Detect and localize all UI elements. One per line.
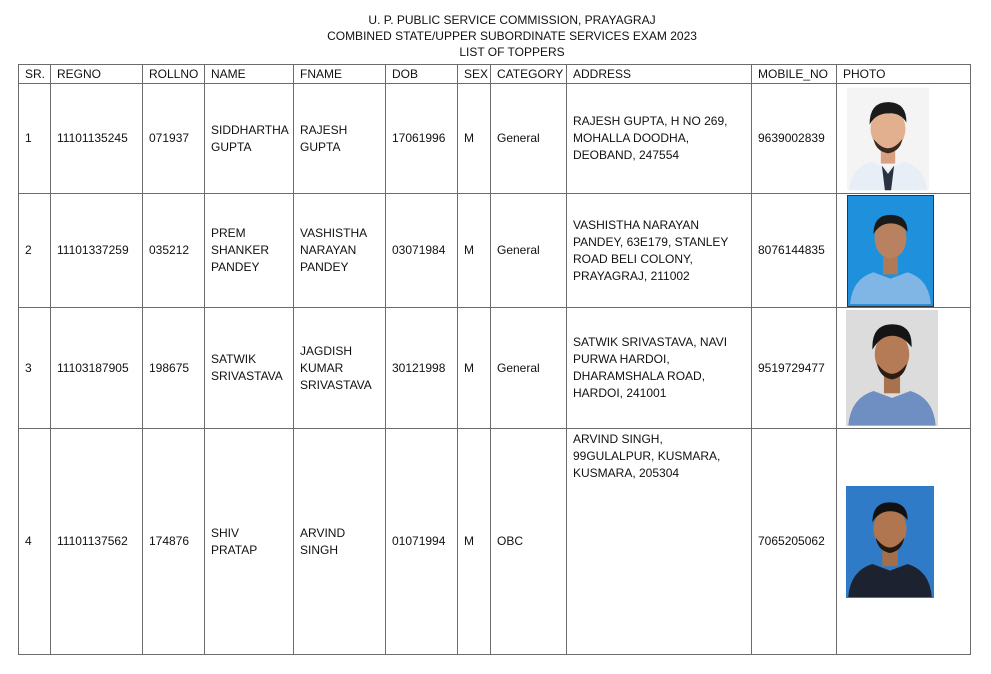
cell-mobile: 9519729477: [752, 308, 837, 429]
cell-sr: 3: [19, 308, 51, 429]
table-row: [19, 84, 971, 194]
cell-address: SATWIK SRIVASTAVA, NAVI PURWA HARDOI, DHARAMSHALA ROAD, HARDOI, 241001: [567, 308, 752, 429]
cell-fname: JAGDISH KUMAR SRIVASTAVA: [294, 308, 386, 429]
col-name: NAME: [205, 65, 294, 84]
col-sex: SEX: [458, 65, 491, 84]
col-mobile: MOBILE_NO: [752, 65, 837, 84]
cell-dob: 17061996: [386, 84, 458, 194]
cell-name: SATWIK SRIVASTAVA: [205, 308, 294, 429]
cell-rollno: 035212: [143, 194, 205, 308]
candidate-photo: [847, 86, 929, 192]
cell-address: ARVIND SINGH, 99GULALPUR, KUSMARA, KUSMARA, 205304: [567, 429, 752, 655]
col-address: ADDRESS: [567, 65, 752, 84]
document-header: [0, 12, 991, 60]
exam-title: COMBINED STATE/UPPER SUBORDINATE SERVICES EXAM 2023: [327, 29, 697, 43]
cell-sr: 4: [19, 429, 51, 655]
col-photo: PHOTO: [837, 65, 971, 84]
cell-name: SHIV PRATAP: [205, 429, 294, 655]
cell-name: SIDDHARTHA GUPTA: [205, 84, 294, 194]
col-dob: DOB: [386, 65, 458, 84]
cell-sr: 1: [19, 84, 51, 194]
cell-rollno: 198675: [143, 308, 205, 429]
toppers-table: [18, 64, 971, 655]
header-row: [19, 65, 971, 84]
list-title: LIST OF TOPPERS: [459, 45, 565, 59]
candidate-photo: [847, 195, 934, 307]
cell-dob: 03071984: [386, 194, 458, 308]
cell-fname: RAJESH GUPTA: [294, 84, 386, 194]
cell-regno: 11101135245: [51, 84, 143, 194]
cell-dob: 01071994: [386, 429, 458, 655]
cell-rollno: 071937: [143, 84, 205, 194]
col-fname: FNAME: [294, 65, 386, 84]
cell-regno: 11101337259: [51, 194, 143, 308]
cell-address: VASHISTHA NARAYAN PANDEY, 63E179, STANLEY ROAD BELI COLONY, PRAYAGRAJ, 211002: [567, 194, 752, 308]
cell-sex: M: [458, 84, 491, 194]
cell-regno: 11101137562: [51, 429, 143, 655]
table-row: [19, 429, 971, 655]
cell-category: General: [491, 84, 567, 194]
person-portrait-icon: [846, 310, 938, 426]
cell-dob: 30121998: [386, 308, 458, 429]
col-regno: REGNO: [51, 65, 143, 84]
col-category: CATEGORY: [491, 65, 567, 84]
cell-category: General: [491, 308, 567, 429]
cell-photo: [837, 429, 971, 655]
cell-name: PREM SHANKER PANDEY: [205, 194, 294, 308]
cell-category: OBC: [491, 429, 567, 655]
cell-sex: M: [458, 308, 491, 429]
table-row: [19, 308, 971, 429]
cell-regno: 11103187905: [51, 308, 143, 429]
person-portrait-icon: [846, 486, 934, 598]
cell-category: General: [491, 194, 567, 308]
col-sr: SR.: [19, 65, 51, 84]
cell-fname: VASHISTHA NARAYAN PANDEY: [294, 194, 386, 308]
cell-mobile: 9639002839: [752, 84, 837, 194]
person-portrait-icon: [847, 86, 929, 192]
cell-photo: [837, 84, 971, 194]
cell-sr: 2: [19, 194, 51, 308]
col-rollno: ROLLNO: [143, 65, 205, 84]
cell-sex: M: [458, 194, 491, 308]
cell-address: RAJESH GUPTA, H NO 269, MOHALLA DOODHA, DEOBAND, 247554: [567, 84, 752, 194]
cell-photo: [837, 194, 971, 308]
candidate-photo: [846, 486, 934, 598]
cell-sex: M: [458, 429, 491, 655]
commission-title: U. P. PUBLIC SERVICE COMMISSION, PRAYAGRAJ: [368, 13, 656, 27]
person-portrait-icon: [848, 196, 933, 306]
cell-mobile: 8076144835: [752, 194, 837, 308]
table-row: [19, 194, 971, 308]
candidate-photo: [846, 310, 938, 426]
cell-mobile: 7065205062: [752, 429, 837, 655]
cell-photo: [837, 308, 971, 429]
cell-fname: ARVIND SINGH: [294, 429, 386, 655]
cell-rollno: 174876: [143, 429, 205, 655]
